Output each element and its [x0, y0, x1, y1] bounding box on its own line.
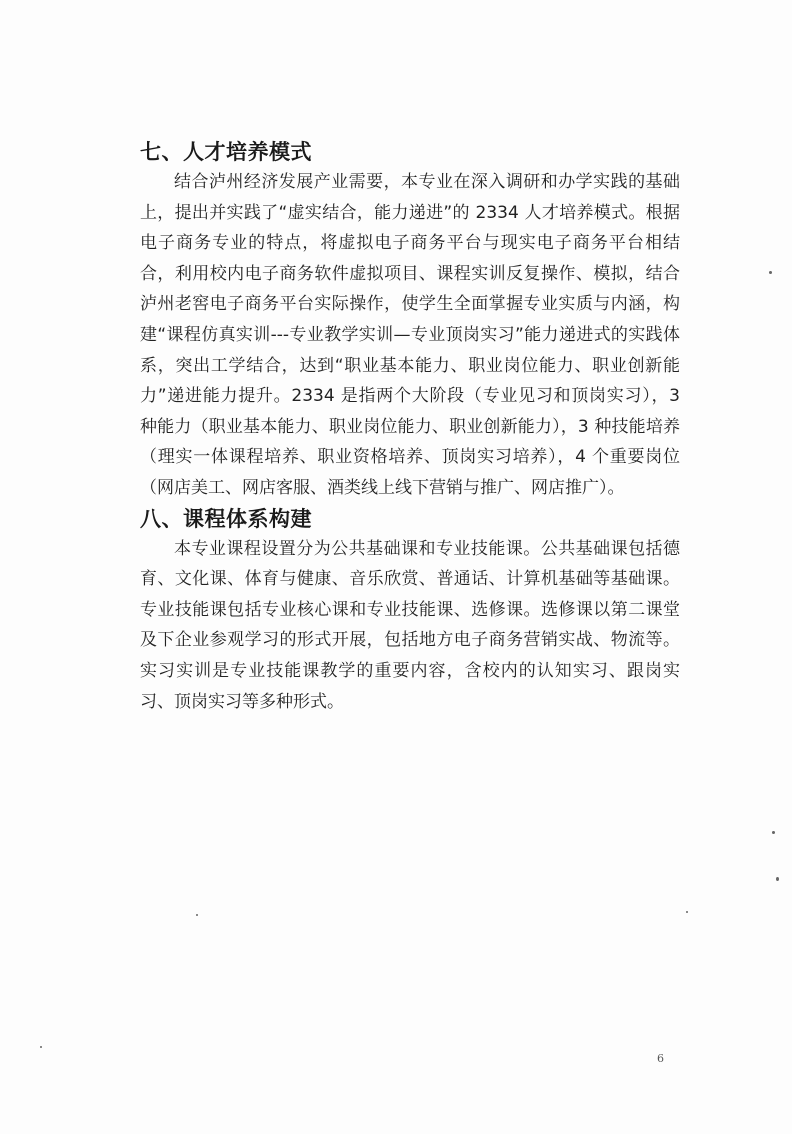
section-heading-curriculum: 八、课程体系构建 — [140, 506, 312, 531]
page-number: 6 — [657, 1052, 664, 1065]
scan-speck — [776, 877, 779, 881]
scan-speck — [769, 271, 772, 274]
scan-speck — [40, 1046, 42, 1048]
section-paragraph-curriculum: 本专业课程设置分为公共基础课和专业技能课。公共基础课包括德育、文化课、体育与健康、音乐欣赏、普通话、计算机基础等基础课。专业技能课包括专业核心课和专业技能课、选修课。选修课以第二课堂及下企业参观学习的形式开展，包括地方电子商务营销实战、物流等。实习实训是专业技能课教学的重要内容，含校内的认知实习、跟岗实习、顶岗实习等多种形式。 — [140, 538, 680, 712]
scan-speck — [772, 831, 775, 834]
section-heading-talent-model: 七、人才培养模式 — [140, 140, 312, 164]
scan-speck — [686, 911, 688, 913]
section-paragraph-talent-model: 结合泸州经济发展产业需要，本专业在深入调研和办学实践的基础上，提出并实践了“虚实结合，能力递进”的 2334 人才培养模式。根据电子商务专业的特点，将虚拟电子商务平台与现实电子商务平台相结合，利用校内电子商务软件虚拟项目、课程实训反复操作、模拟，结合泸州老窖电子商务平台实际操作，使学生全面掌握专业实质与内涵，构建“课程仿真实训---专业教学实训—专业顶岗实习”能力递进式的实践体系，突出工学结合，达到“职业基本能力、职业岗位能力、职业创新能力”递进能力提升。2334 是指两个大阶段（专业见习和顶岗实习），3 种能力（职业基本能力、职业岗位能力、职业创新能力），3 种技能培养（理实一体课程培养、职业资格培养、顶岗实习培养），4 个重要岗位（网店美工、网店客服、酒类线上线下营销与推广、网店推广）。 — [140, 172, 680, 498]
page-content — [140, 137, 680, 717]
scan-speck — [196, 914, 198, 916]
